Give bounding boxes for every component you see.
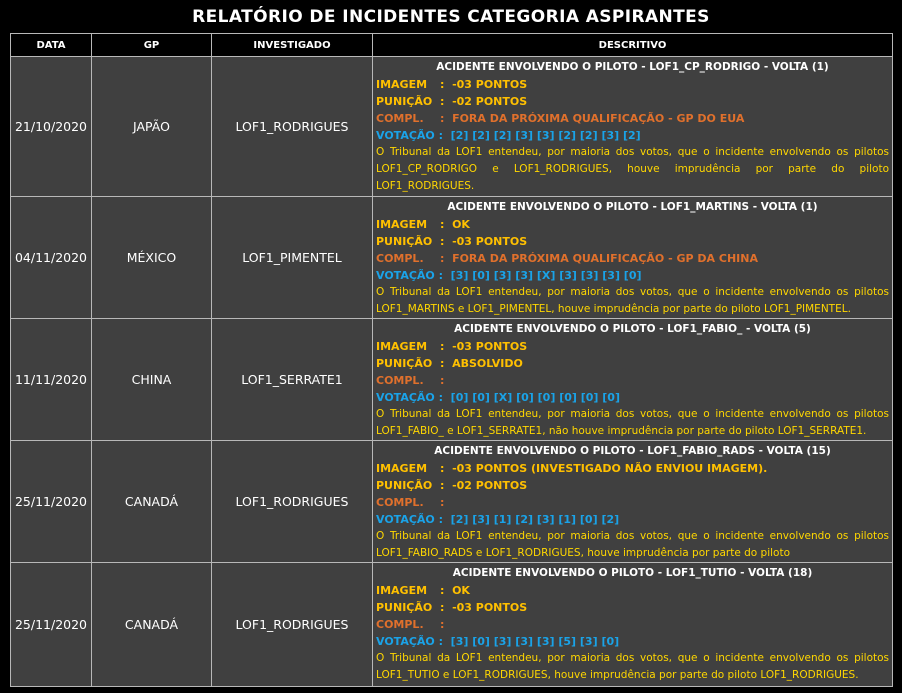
header-row	[11, 34, 893, 57]
table-row	[11, 441, 893, 563]
punicao-label: PUNIÇÃO	[376, 479, 433, 492]
votacao-line: VOTAÇÃO : [2] [2] [2] [3] [3] [2] [2] [3] [2]	[376, 129, 641, 142]
punicao-value: -03 PONTOS	[452, 235, 528, 248]
incident-heading: ACIDENTE ENVOLVENDO O PILOTO - LOF1_TUTIO - VOLTA (18)	[452, 567, 813, 579]
cell-investigated: LOF1_SERRATE1	[212, 319, 373, 441]
compl-line: COMPL. :	[376, 618, 453, 631]
cell-date: 25/11/2020	[11, 441, 92, 563]
verdict-text: O Tribunal da LOF1 entendeu, por maioria dos votos, que o incidente envolvendo os pilotos LOF1_FABIO_RADS e LOF1_RODRIGUES, houve imprudência por parte do piloto	[376, 530, 889, 559]
verdict-text: O Tribunal da LOF1 entendeu, por maioria dos votos, que o incidente envolvendo os pilotos LOF1_FABIO_ e LOF1_SERRATE1, não houve imprudência por parte do piloto LOF1_SERRATE1.	[376, 408, 889, 437]
header-gp: GP	[92, 34, 212, 57]
votacao-value: [2] [3] [1] [2] [3] [1] [0] [2]	[450, 513, 620, 526]
punicao-line: PUNIÇÃO : ABSOLVIDO	[376, 357, 523, 370]
punicao-label: PUNIÇÃO	[376, 235, 433, 248]
imagem-value: -03 PONTOS	[452, 340, 528, 353]
cell-investigated: LOF1_PIMENTEL	[212, 197, 373, 319]
punicao-label: PUNIÇÃO	[376, 95, 433, 108]
imagem-line: IMAGEM : -03 PONTOS	[376, 78, 528, 91]
imagem-value: -03 PONTOS	[452, 78, 528, 91]
punicao-line: PUNIÇÃO : -03 PONTOS	[376, 235, 528, 248]
votacao-label: VOTAÇÃO	[376, 129, 435, 142]
incident-table	[10, 33, 893, 687]
table-row	[11, 57, 893, 197]
table-row	[11, 563, 893, 687]
imagem-value: -03 PONTOS (INVESTIGADO NÃO ENVIOU IMAGEM).	[452, 462, 768, 475]
punicao-value: -02 PONTOS	[452, 479, 528, 492]
votacao-label: VOTAÇÃO	[376, 635, 435, 648]
cell-description	[373, 319, 893, 441]
cell-date: 04/11/2020	[11, 197, 92, 319]
votacao-value: [3] [0] [3] [3] [3] [5] [3] [0]	[450, 635, 620, 648]
imagem-value: OK	[452, 584, 470, 597]
compl-label: COMPL.	[376, 112, 424, 125]
votacao-label: VOTAÇÃO	[376, 269, 435, 282]
votacao-label: VOTAÇÃO	[376, 513, 435, 526]
punicao-line: PUNIÇÃO : -03 PONTOS	[376, 601, 528, 614]
votacao-value: [2] [2] [2] [3] [3] [2] [2] [3] [2]	[450, 129, 641, 142]
punicao-value: ABSOLVIDO	[452, 357, 523, 370]
report-title: RELATÓRIO DE INCIDENTES CATEGORIA ASPIRANTES	[192, 7, 710, 27]
imagem-label: IMAGEM	[376, 584, 428, 597]
compl-line: COMPL. :	[376, 374, 453, 387]
cell-date: 11/11/2020	[11, 319, 92, 441]
header-investigated: INVESTIGADO	[212, 34, 373, 57]
cell-description	[373, 563, 893, 687]
imagem-line: IMAGEM : OK	[376, 218, 470, 231]
cell-date: 21/10/2020	[11, 57, 92, 197]
compl-label: COMPL.	[376, 252, 424, 265]
cell-date: 25/11/2020	[11, 563, 92, 687]
verdict-text: O Tribunal da LOF1 entendeu, por maioria dos votos, que o incidente envolvendo os pilotos LOF1_TUTIO e LOF1_RODRIGUES, houve imprudência por parte do piloto LOF1_RODRIGUES.	[376, 652, 889, 681]
verdict-text: O Tribunal da LOF1 entendeu, por maioria dos votos, que o incidente envolvendo os pilotos LOF1_MARTINS e LOF1_PIMENTEL, houve imprudência por parte do piloto LOF1_PIMENTEL.	[376, 286, 889, 315]
header-date: DATA	[11, 34, 92, 57]
header-description: DESCRITIVO	[373, 34, 893, 57]
imagem-label: IMAGEM	[376, 78, 428, 91]
imagem-line: IMAGEM : -03 PONTOS	[376, 340, 528, 353]
imagem-label: IMAGEM	[376, 462, 428, 475]
cell-gp: MÉXICO	[92, 197, 212, 319]
punicao-label: PUNIÇÃO	[376, 357, 433, 370]
punicao-line: PUNIÇÃO : -02 PONTOS	[376, 479, 528, 492]
cell-description	[373, 57, 893, 197]
compl-value: FORA DA PRÓXIMA QUALIFICAÇÃO - GP DO EUA	[452, 112, 745, 125]
compl-line: COMPL. :	[376, 496, 453, 509]
compl-label: COMPL.	[376, 618, 424, 631]
compl-label: COMPL.	[376, 374, 424, 387]
imagem-label: IMAGEM	[376, 340, 428, 353]
votacao-line: VOTAÇÃO : [3] [0] [3] [3] [X] [3] [3] [3] [0]	[376, 269, 642, 282]
compl-line: COMPL. : FORA DA PRÓXIMA QUALIFICAÇÃO - GP DO EUA	[376, 112, 745, 125]
punicao-label: PUNIÇÃO	[376, 601, 433, 614]
punicao-value: -02 PONTOS	[452, 95, 528, 108]
votacao-line: VOTAÇÃO : [3] [0] [3] [3] [3] [5] [3] [0]	[376, 635, 620, 648]
cell-gp: CANADÁ	[92, 441, 212, 563]
punicao-value: -03 PONTOS	[452, 601, 528, 614]
cell-gp: CHINA	[92, 319, 212, 441]
compl-label: COMPL.	[376, 496, 424, 509]
compl-value: FORA DA PRÓXIMA QUALIFICAÇÃO - GP DA CHINA	[452, 252, 758, 265]
cell-description	[373, 441, 893, 563]
cell-gp: JAPÃO	[92, 57, 212, 197]
punicao-line: PUNIÇÃO : -02 PONTOS	[376, 95, 528, 108]
cell-investigated: LOF1_RODRIGUES	[212, 57, 373, 197]
imagem-line: IMAGEM : OK	[376, 584, 470, 597]
votacao-value: [3] [0] [3] [3] [X] [3] [3] [3] [0]	[450, 269, 642, 282]
compl-line: COMPL. : FORA DA PRÓXIMA QUALIFICAÇÃO - GP DA CHINA	[376, 252, 758, 265]
votacao-label: VOTAÇÃO	[376, 391, 435, 404]
imagem-label: IMAGEM	[376, 218, 428, 231]
imagem-line: IMAGEM : -03 PONTOS (INVESTIGADO NÃO ENVIOU IMAGEM).	[376, 462, 768, 475]
cell-investigated: LOF1_RODRIGUES	[212, 441, 373, 563]
incident-heading: ACIDENTE ENVOLVENDO O PILOTO - LOF1_MARTINS - VOLTA (1)	[447, 201, 818, 213]
imagem-value: OK	[452, 218, 470, 231]
incident-heading: ACIDENTE ENVOLVENDO O PILOTO - LOF1_FABIO_RADS - VOLTA (15)	[434, 445, 831, 457]
verdict-text: O Tribunal da LOF1 entendeu, por maioria dos votos, que o incidente envolvendo os pilotos LOF1_CP_RODRIGO e LOF1_RODRIGUES, houve imprudência por parte do piloto LOF1_RODRIGUES.	[376, 146, 889, 192]
votacao-value: [0] [0] [X] [0] [0] [0] [0] [0]	[450, 391, 620, 404]
incident-heading: ACIDENTE ENVOLVENDO O PILOTO - LOF1_CP_RODRIGO - VOLTA (1)	[436, 61, 829, 73]
cell-investigated: LOF1_RODRIGUES	[212, 563, 373, 687]
cell-gp: CANADÁ	[92, 563, 212, 687]
table-row	[11, 197, 893, 319]
cell-description	[373, 197, 893, 319]
votacao-line: VOTAÇÃO : [2] [3] [1] [2] [3] [1] [0] [2]	[376, 513, 620, 526]
incident-heading: ACIDENTE ENVOLVENDO O PILOTO - LOF1_FABIO_ - VOLTA (5)	[454, 323, 811, 335]
votacao-line: VOTAÇÃO : [0] [0] [X] [0] [0] [0] [0] [0]	[376, 391, 620, 404]
table-row	[11, 319, 893, 441]
